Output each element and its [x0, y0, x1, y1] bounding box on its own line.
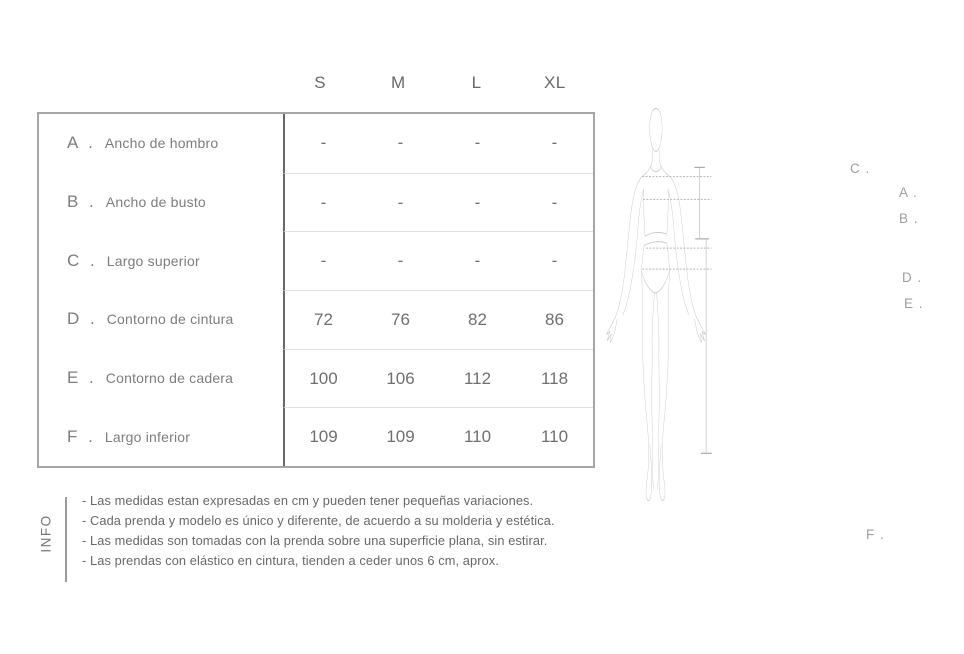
value-s: 72	[314, 309, 333, 329]
row-label: Contorno de cintura	[106, 311, 234, 328]
value-m: -	[397, 251, 404, 271]
row-label: Largo superior	[106, 252, 200, 269]
row-key: B .	[67, 192, 97, 211]
diagram-label-a: A .	[899, 185, 918, 200]
value-l: 112	[463, 368, 492, 388]
row-values-cell	[283, 173, 593, 232]
row-key: C .	[67, 250, 98, 270]
row-key: A .	[67, 133, 96, 153]
body-figure-diagram	[600, 90, 964, 640]
row-label-cell	[39, 407, 283, 466]
info-divider	[65, 497, 67, 582]
row-key: F .	[67, 426, 96, 446]
info-note: - Cada prenda y modelo es único y diferente, de acuerdo a su molderia y estética.	[82, 513, 555, 528]
row-values-cell	[283, 231, 593, 290]
table-row	[39, 114, 593, 173]
value-m: 109	[386, 427, 415, 447]
row-values-cell	[283, 114, 593, 173]
table-row	[39, 290, 593, 349]
row-label-cell	[39, 349, 283, 408]
row-key: D .	[67, 309, 98, 329]
row-label: Contorno de cadera	[105, 370, 234, 387]
info-title: INFO	[38, 513, 54, 553]
row-values-cell	[283, 407, 593, 466]
value-l: 110	[463, 427, 492, 447]
value-s: -	[320, 251, 327, 271]
value-xl: -	[551, 251, 558, 271]
value-m: -	[397, 133, 404, 153]
value-s: 100	[309, 368, 338, 388]
info-note: - Las medidas son tomadas con la prenda sobre una superficie plana, sin estirar.	[82, 533, 548, 548]
row-label: Ancho de busto	[105, 194, 206, 210]
diagram-label-d: D .	[902, 270, 923, 285]
row-label-cell	[39, 231, 283, 290]
table-row	[39, 407, 593, 466]
diagram-label-c: C .	[850, 161, 871, 176]
info-note: - Las medidas estan expresadas en cm y pueden tener pequeñas variaciones.	[82, 493, 534, 508]
value-l: -	[474, 133, 481, 153]
value-s: -	[320, 133, 327, 153]
measurements-table	[37, 112, 595, 468]
value-xl: 110	[540, 427, 569, 447]
row-values-cell	[283, 349, 593, 408]
diagram-label-f: F .	[866, 527, 885, 542]
size-header-s: S	[314, 73, 327, 92]
info-note: - Las prendas con elástico en cintura, tienden a ceder unos 6 cm, aprox.	[82, 553, 499, 568]
measure-bracket-f	[701, 239, 712, 453]
value-m: 106	[386, 368, 415, 388]
row-label-cell	[39, 290, 283, 349]
table-row	[39, 231, 593, 290]
size-header-m: M	[391, 73, 406, 92]
row-key: E .	[67, 368, 97, 388]
measure-bracket-c	[694, 167, 709, 238]
diagram-label-e: E .	[904, 296, 924, 311]
row-label: Largo inferior	[104, 428, 191, 445]
info-title-box	[31, 506, 61, 560]
value-m: -	[397, 192, 404, 212]
row-label-cell	[39, 173, 283, 232]
table-row	[39, 173, 593, 232]
value-xl: -	[551, 133, 558, 153]
table-row	[39, 349, 593, 408]
value-xl: 118	[540, 368, 569, 388]
diagram-label-b: B .	[899, 211, 919, 226]
body-figure-icon	[606, 109, 705, 501]
size-header-row	[281, 70, 594, 96]
value-s: -	[320, 192, 327, 212]
value-xl: 86	[545, 309, 564, 329]
info-notes	[82, 491, 562, 571]
row-label: Ancho de hombro	[104, 135, 219, 152]
value-m: 76	[391, 309, 410, 329]
value-l: -	[474, 192, 481, 212]
size-header-l: L	[471, 73, 482, 92]
size-header-xl: XL	[543, 73, 566, 92]
value-s: 109	[309, 427, 338, 447]
row-label-cell	[39, 114, 283, 173]
value-l: 82	[468, 309, 487, 329]
value-l: -	[474, 251, 481, 271]
value-xl: -	[551, 192, 558, 212]
row-values-cell	[283, 290, 593, 349]
